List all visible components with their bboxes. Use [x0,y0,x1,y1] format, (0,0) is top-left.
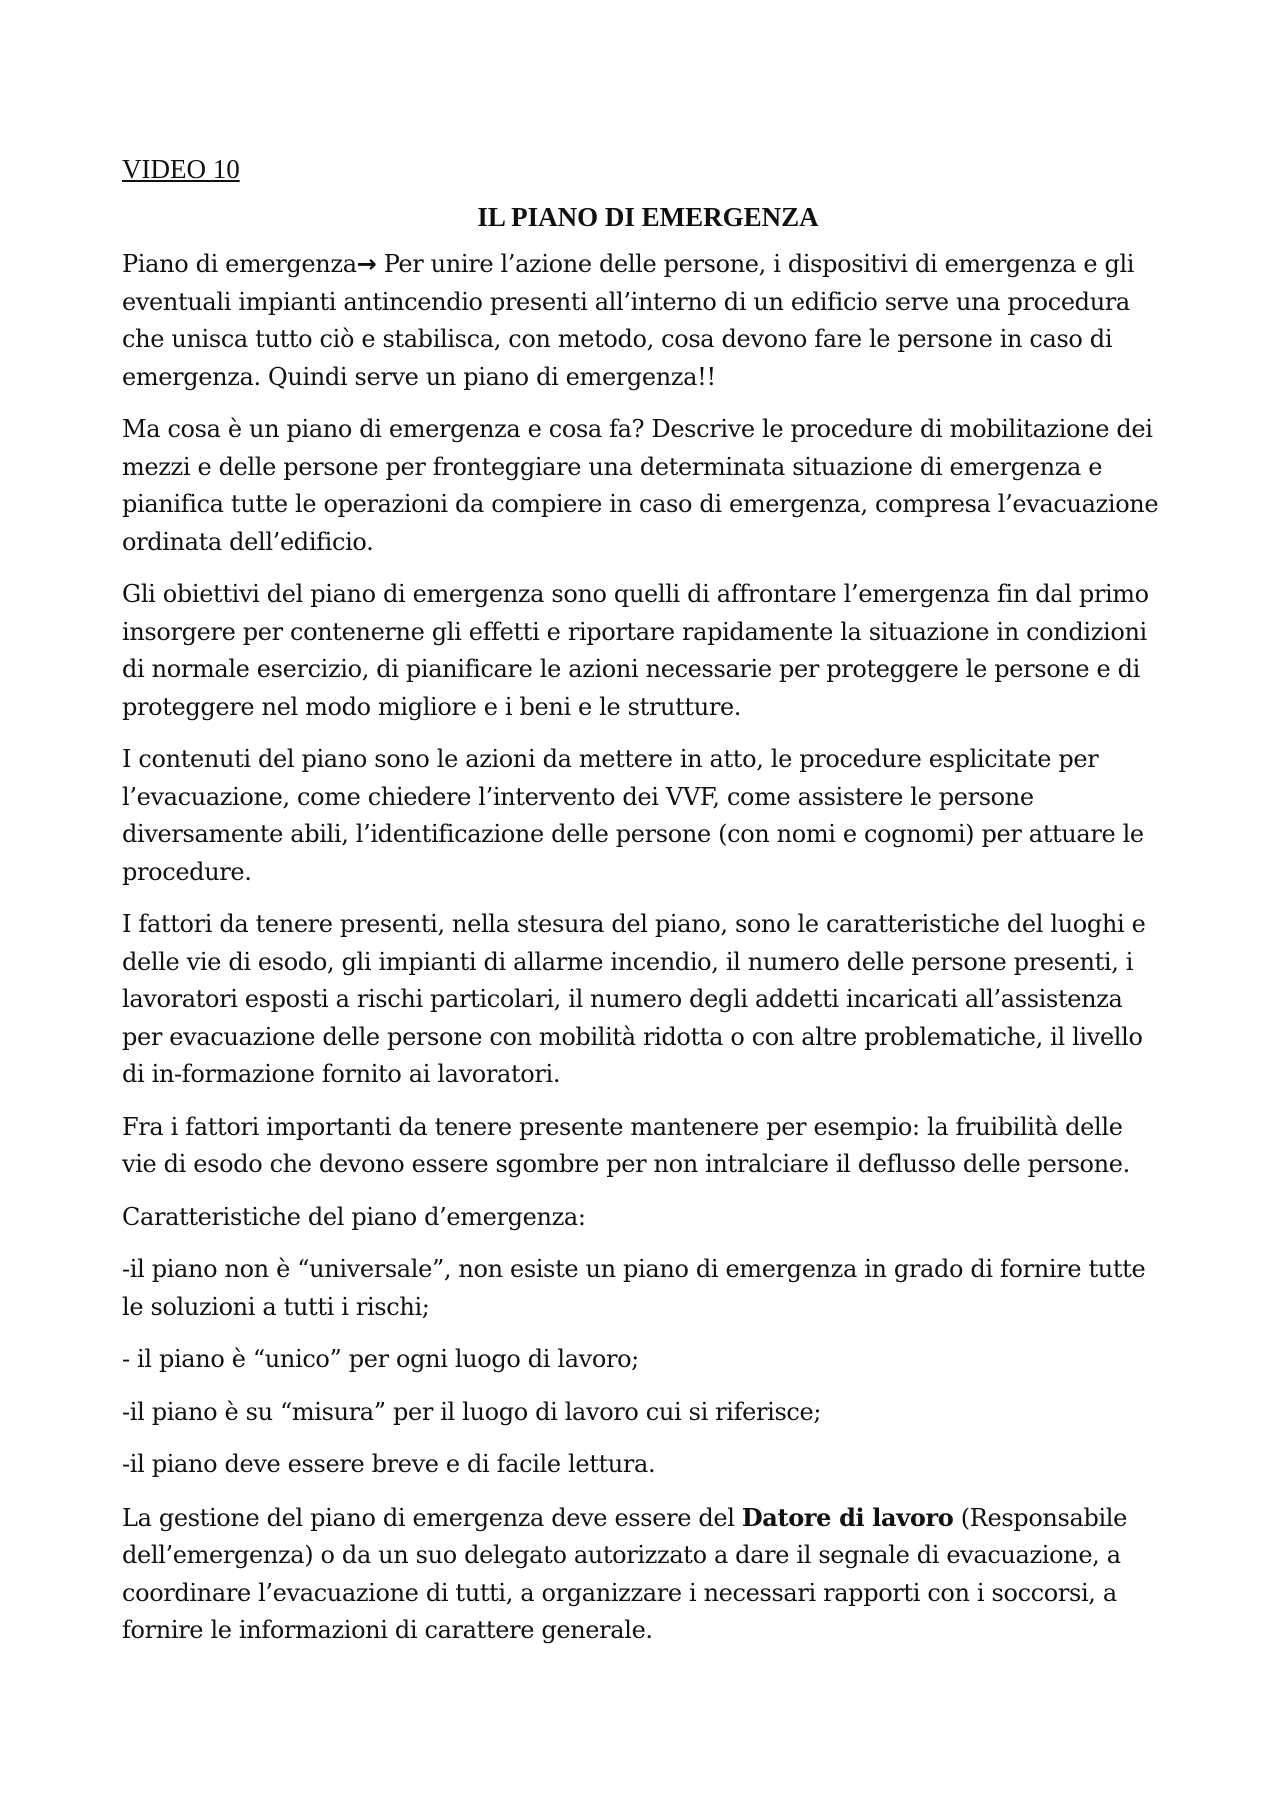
closing-before: La gestione del piano di emergenza deve essere del [122,1503,742,1532]
paragraph-important-factors: Fra i fattori importanti da tenere presente mantenere per esempio: la fruibilità delle vie di esodo che devono essere sgombre per non intralciare il deflusso delle persone. [122,1112,1130,1178]
intro-text: Per unire l’azione delle persone, i dispositivi di emergenza e gli eventuali impianti antincendio presenti all’interno di un edificio serve una procedura che unisca tutto ciò e stabilisca, con metodo, cosa devono fare le persone in caso di emergenza. Quindi serve un piano di emergenza!! [122,250,1135,391]
intro-term: Piano di emergenza [122,250,357,278]
closing-bold-term: Datore di lavoro [741,1502,954,1532]
closing-paragraph [122,1499,1162,1650]
list-item: -il piano non è “universale”, non esiste un piano di emergenza in grado di fornire tutte le soluzioni a tutti i rischi; [122,1255,1146,1321]
paragraph-factors: I fattori da tenere presenti, nella stesura del piano, sono le caratteristiche del luoghi e delle vie di esodo, gli impianti di allarme incendio, il numero delle persone presenti, i lavoratori esposti a rischi particolari, il numero degli addetti incaricati all’assistenza per evacuazione delle persone con mobilità ridotta o con altre problematiche, il livello di in-formazione fornito ai lavoratori. [122,910,1146,1088]
list-item: - il piano è “unico” per ogni luogo di lavoro; [122,1345,639,1373]
document-page [122,150,1162,1650]
list-item: -il piano è su “misura” per il luogo di lavoro cui si riferisce; [122,1397,822,1426]
list-item: -il piano deve essere breve e di facile lettura. [122,1450,656,1478]
intro-paragraph [122,246,1162,396]
closing-after: (Responsabile dell’emergenza) o da un suo delegato autorizzato a dare il segnale di evacuazione, a coordinare l’evacuazione di tutti, a organizzare i necessari rapporti con i soccorsi, a fornire le informazioni di carattere generale. [122,1503,1127,1644]
arrow-right-icon: → [356,250,377,278]
paragraph-objectives: Gli obiettivi del piano di emergenza sono quelli di affrontare l’emergenza fin dal primo insorgere per contenerne gli effetti e riportare rapidamente la situazione in condizioni di normale esercizio, di pianificare le azioni necessarie per proteggere le persone e di proteggere nel modo migliore e i beni e le strutture. [122,580,1149,721]
paragraph-contents: I contenuti del piano sono le azioni da mettere in atto, le procedure esplicitate per l’evacuazione, come chiedere l’intervento dei VVF, come assistere le persone diversamente abili, l’identificazione delle persone (con nomi e cognomi) per attuare le procedure. [122,745,1144,886]
document-title: IL PIANO DI EMERGENZA [477,202,819,232]
paragraph-definition: Ma cosa è un piano di emergenza e cosa fa? Descrive le procedure di mobilitazione dei mezzi e delle persone per fronteggiare una determinata situazione di emergenza e pianifica tutte le operazioni da compiere in caso di emergenza, compresa l’evacuazione ordinata dell’edificio. [122,415,1159,556]
video-label: VIDEO 10 [122,154,240,184]
paragraph-characteristics-heading: Caratteristiche del piano d’emergenza: [122,1202,586,1231]
